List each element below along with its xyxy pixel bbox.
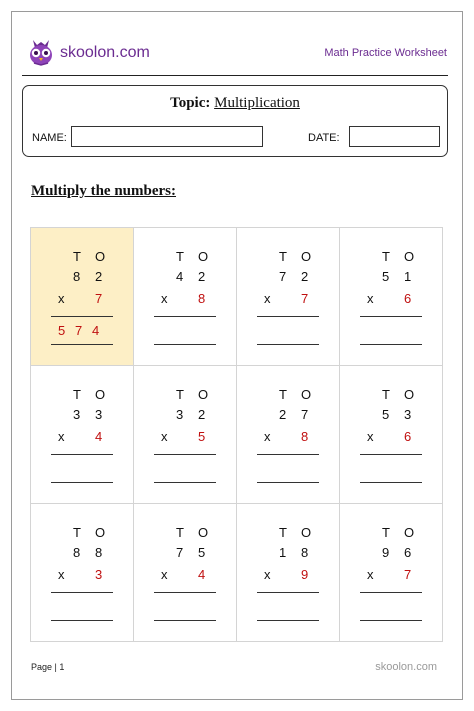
- topic-line: [23, 95, 447, 112]
- tens-header: T: [382, 387, 390, 402]
- tens-header: T: [73, 249, 81, 264]
- answer-line-bottom: [360, 344, 422, 345]
- tens-digit: 5: [382, 407, 390, 422]
- answer-line-bottom: [154, 344, 216, 345]
- multiply-sign: x: [264, 291, 271, 306]
- multiply-sign: x: [367, 429, 374, 444]
- ones-digit: 2: [95, 269, 103, 284]
- tens-digit: 9: [382, 545, 390, 560]
- answer-line-top: [360, 592, 422, 593]
- multiply-sign: x: [264, 429, 271, 444]
- answer-ones-digit: 4: [92, 323, 100, 338]
- ones-header: O: [198, 525, 209, 540]
- answer-line-bottom: [51, 620, 113, 621]
- date-label: DATE:: [308, 132, 340, 144]
- date-field[interactable]: [349, 126, 440, 147]
- answer-line-top: [154, 316, 216, 317]
- multiplier-digit: 7: [404, 567, 412, 582]
- problem-cell: [31, 504, 134, 642]
- ones-header: O: [404, 249, 415, 264]
- problem-cell: [237, 504, 340, 642]
- multiplier-digit: 9: [301, 567, 309, 582]
- multiply-sign: x: [58, 567, 65, 582]
- tens-digit: 1: [279, 545, 287, 560]
- ones-digit: 2: [198, 269, 206, 284]
- problem-cell: [340, 366, 443, 504]
- worksheet-title: Math Practice Worksheet: [324, 47, 447, 59]
- problem-cell: [134, 504, 237, 642]
- ones-header: O: [404, 525, 415, 540]
- tens-header: T: [176, 387, 184, 402]
- problem-cell: [237, 366, 340, 504]
- tens-digit: 4: [176, 269, 184, 284]
- ones-header: O: [198, 249, 209, 264]
- answer-line-top: [257, 454, 319, 455]
- problem-cell: [340, 228, 443, 366]
- page-number: Page | 1: [31, 662, 65, 672]
- multiply-sign: x: [367, 291, 374, 306]
- brand-name: skoolon.com: [60, 44, 150, 61]
- ones-header: O: [404, 387, 415, 402]
- name-label: NAME:: [32, 132, 67, 144]
- multiply-sign: x: [367, 567, 374, 582]
- answer-line-top: [51, 316, 113, 317]
- topic-box: [22, 85, 448, 157]
- answer-line-top: [360, 316, 422, 317]
- tens-header: T: [279, 387, 287, 402]
- answer-line-top: [154, 592, 216, 593]
- header-divider: [22, 75, 448, 76]
- ones-digit: 6: [404, 545, 412, 560]
- answer-line-bottom: [154, 482, 216, 483]
- multiply-sign: x: [264, 567, 271, 582]
- ones-digit: 2: [301, 269, 309, 284]
- ones-header: O: [198, 387, 209, 402]
- ones-digit: 5: [198, 545, 206, 560]
- ones-digit: 8: [95, 545, 103, 560]
- answer-tens-digit: 7: [75, 323, 83, 338]
- multiplier-digit: 6: [404, 429, 412, 444]
- problem-cell-example: [31, 228, 134, 366]
- tens-header: T: [382, 249, 390, 264]
- tens-digit: 2: [279, 407, 287, 422]
- problem-cell: [340, 504, 443, 642]
- answer-line-top: [257, 592, 319, 593]
- multiply-sign: x: [161, 291, 168, 306]
- answer-line-bottom: [360, 482, 422, 483]
- multiplier-digit: 7: [95, 291, 103, 306]
- answer-line-top: [360, 454, 422, 455]
- tens-header: T: [73, 387, 81, 402]
- multiply-sign: x: [58, 429, 65, 444]
- multiply-sign: x: [161, 567, 168, 582]
- answer-line-bottom: [154, 620, 216, 621]
- multiplier-digit: 3: [95, 567, 103, 582]
- tens-header: T: [382, 525, 390, 540]
- ones-header: O: [95, 525, 106, 540]
- answer-line-top: [154, 454, 216, 455]
- owl-logo-icon: [24, 34, 58, 68]
- tens-header: T: [176, 249, 184, 264]
- problem-cell: [134, 228, 237, 366]
- problem-cell: [237, 228, 340, 366]
- tens-header: T: [279, 525, 287, 540]
- problem-cell: [134, 366, 237, 504]
- multiply-sign: x: [161, 429, 168, 444]
- answer-line-top: [51, 454, 113, 455]
- tens-header: T: [279, 249, 287, 264]
- multiplier-digit: 4: [198, 567, 206, 582]
- multiplier-digit: 7: [301, 291, 309, 306]
- tens-header: T: [73, 525, 81, 540]
- problem-grid: [30, 227, 443, 642]
- tens-digit: 8: [73, 269, 81, 284]
- tens-digit: 3: [73, 407, 81, 422]
- tens-digit: 3: [176, 407, 184, 422]
- multiply-sign: x: [58, 291, 65, 306]
- name-field[interactable]: [71, 126, 263, 147]
- tens-header: T: [176, 525, 184, 540]
- tens-digit: 7: [279, 269, 287, 284]
- multiplier-digit: 5: [198, 429, 206, 444]
- ones-digit: 3: [95, 407, 103, 422]
- problem-cell: [31, 366, 134, 504]
- answer-line-top: [51, 592, 113, 593]
- answer-line-bottom: [257, 344, 319, 345]
- multiplier-digit: 4: [95, 429, 103, 444]
- footer-site: skoolon.com: [375, 661, 437, 673]
- ones-header: O: [95, 387, 106, 402]
- ones-digit: 3: [404, 407, 412, 422]
- answer-line-bottom: [257, 482, 319, 483]
- ones-digit: 2: [198, 407, 206, 422]
- topic-value: Multiplication: [214, 95, 300, 111]
- ones-header: O: [95, 249, 106, 264]
- topic-label: Topic:: [170, 95, 211, 111]
- tens-digit: 5: [382, 269, 390, 284]
- multiplier-digit: 6: [404, 291, 412, 306]
- ones-digit: 1: [404, 269, 412, 284]
- ones-header: O: [301, 525, 312, 540]
- answer-hundreds-digit: 5: [58, 323, 66, 338]
- ones-header: O: [301, 249, 312, 264]
- ones-digit: 7: [301, 407, 309, 422]
- tens-digit: 8: [73, 545, 81, 560]
- instruction-heading: Multiply the numbers:: [31, 183, 177, 199]
- ones-header: O: [301, 387, 312, 402]
- answer-line-bottom: [257, 620, 319, 621]
- answer-line-top: [257, 316, 319, 317]
- multiplier-digit: 8: [198, 291, 206, 306]
- answer-line-bottom: [51, 344, 113, 345]
- answer-line-bottom: [360, 620, 422, 621]
- multiplier-digit: 8: [301, 429, 309, 444]
- answer-line-bottom: [51, 482, 113, 483]
- tens-digit: 7: [176, 545, 184, 560]
- ones-digit: 8: [301, 545, 309, 560]
